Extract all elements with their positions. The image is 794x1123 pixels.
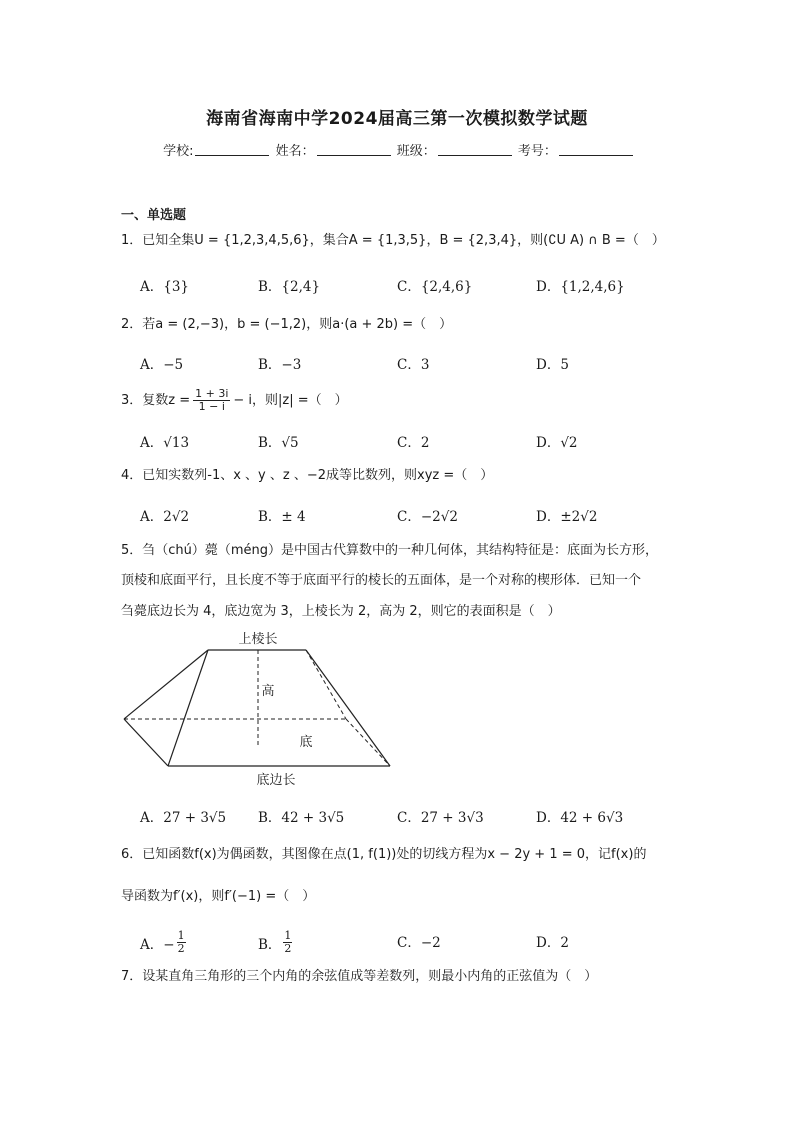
question-3-stem [121, 388, 348, 413]
name-label: 姓名： [275, 144, 315, 159]
class-label: 班级： [396, 144, 436, 159]
school-blank [195, 143, 269, 156]
q6-b-num: 1 [284, 929, 292, 942]
id-blank [559, 143, 633, 156]
class-blank [438, 143, 512, 156]
q4-option-d: D．±2√2 [536, 509, 598, 525]
q5-option-d: D．42 + 6√3 [536, 810, 624, 826]
q6-b-den: 2 [284, 942, 292, 955]
question-7-stem: 7．设某直角三角形的三个内角的余弦值成等差数列，则最小内角的正弦值为（ ） [121, 969, 598, 984]
q5-option-a: A．27 + 3√5 [140, 810, 227, 826]
left-upper-edge [124, 650, 208, 719]
q1-option-d: D．{1,2,4,6} [536, 279, 625, 295]
front-slant-edge [168, 650, 208, 766]
q6-option-a-prefix: A．− [140, 936, 175, 953]
q3-fraction-denominator: 1 − i [198, 400, 225, 413]
q6-a-num: 1 [177, 929, 185, 942]
q4-option-a: A．2√2 [140, 509, 190, 525]
question-5-line-3: 刍薨底边长为 4，底边宽为 3，上棱长为 2，高为 2，则它的表面积是（ ） [121, 604, 561, 619]
wedge-figure [118, 628, 398, 790]
label-top-ridge: 上棱长 [238, 632, 278, 647]
label-height: 高 [261, 684, 275, 699]
q3-fraction [193, 388, 230, 413]
q3-option-c: C．2 [397, 435, 430, 451]
left-lower-edge [124, 719, 168, 766]
student-info-line [0, 140, 794, 159]
right-slant-edge [306, 650, 390, 766]
q3-option-a: A．√13 [140, 435, 190, 451]
q6-option-d: D．2 [536, 935, 569, 951]
q6-option-b-fraction [283, 930, 292, 955]
question-6-line-2: 导函数为f′(x)，则f′(−1) =（ ） [121, 889, 316, 904]
q3-suffix: − i，则|z| =（ ） [233, 392, 348, 408]
q6-a-den: 2 [177, 942, 185, 955]
label-base: 底 [299, 735, 313, 750]
q3-option-b: B．√5 [258, 435, 299, 451]
q3-option-d: D．√2 [536, 435, 578, 451]
q4-option-b: B．± 4 [258, 509, 306, 525]
section-heading: 一、单选题 [121, 208, 187, 223]
q2-option-a: A．−5 [140, 357, 184, 373]
q1-option-b: B．{2,4} [258, 279, 321, 295]
id-label: 考号： [517, 144, 557, 159]
q5-option-c: C．27 + 3√3 [397, 810, 484, 826]
hidden-right-edge [306, 650, 346, 719]
q6-option-c: C．−2 [397, 935, 441, 951]
q2-option-c: C．3 [397, 357, 430, 373]
q6-option-b-prefix: B． [258, 936, 282, 953]
q2-option-b: B．−3 [258, 357, 302, 373]
label-bottom-edge: 底边长 [256, 773, 296, 788]
q1-option-a: A．{3} [140, 279, 190, 295]
question-1-stem: 1．已知全集U = {1,2,3,4,5,6}，集合A = {1,3,5}，B = {2,3,4}，则(∁U A) ∩ B =（ ） [121, 233, 665, 248]
page-title: 海南省海南中学2024届高三第一次模拟数学试题 [206, 109, 588, 129]
question-5-line-2: 顶棱和底面平行，且长度不等于底面平行的棱长的五面体，是一个对称的楔形体．已知一个 [121, 573, 642, 588]
name-blank [317, 143, 391, 156]
q6-option-a [140, 930, 186, 955]
q3-fraction-numerator: 1 + 3i [195, 387, 229, 400]
question-2-stem: 2．若a = (2,−3)，b = (−1,2)，则a·(a + 2b) =（ ） [121, 317, 453, 332]
q4-option-c: C．−2√2 [397, 509, 458, 525]
q1-option-c: C．{2,4,6} [397, 279, 473, 295]
q6-option-b [258, 930, 292, 955]
q6-option-a-fraction [177, 930, 186, 955]
q2-option-d: D．5 [536, 357, 569, 373]
q3-prefix: 3．复数z = [121, 392, 191, 408]
question-4-stem: 4．已知实数列-1、x 、y 、z 、−2成等比数列，则xyz =（ ） [121, 468, 494, 483]
q5-option-b: B．42 + 3√5 [258, 810, 345, 826]
question-6-line-1: 6．已知函数f(x)为偶函数，其图像在点(1, f(1))处的切线方程为x − 2y + 1 = 0，记f(x)的 [121, 847, 647, 862]
school-label: 学校: [163, 144, 194, 159]
hidden-back-edge [346, 719, 390, 766]
question-5-line-1: 5．刍（chú）薨（méng）是中国古代算数中的一种几何体，其结构特征是：底面为长方形， [121, 543, 659, 558]
